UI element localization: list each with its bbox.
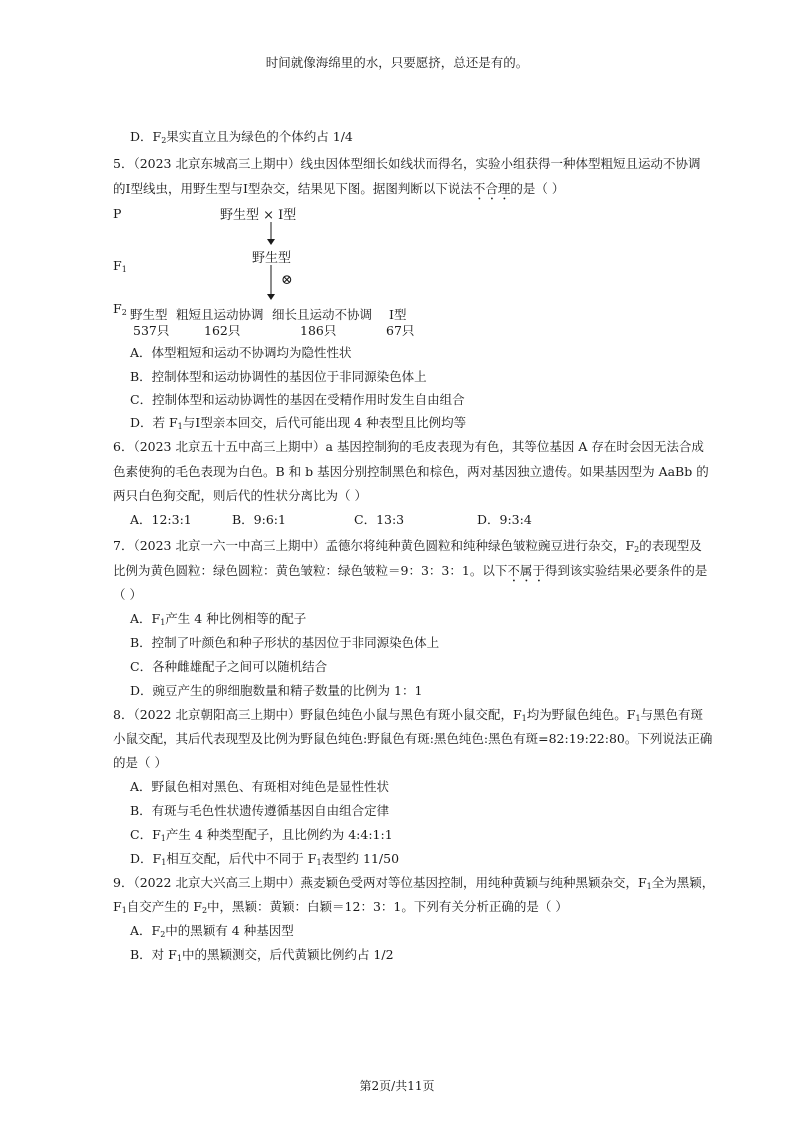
- q7-option-b: B．控制了叶颜色和种子形状的基因位于非同源染色体上: [130, 635, 440, 650]
- arrow-f1-to-f2: [264, 265, 278, 301]
- q6-option-a: A．12:3:1: [130, 512, 192, 527]
- q6-option-d: D．9:3:4: [477, 512, 532, 527]
- diagram-f1-label: $F_1$: [113, 258, 127, 274]
- q8-stem-line1: 8．（2022 北京朝阳高三上期中）野鼠色纯色小鼠与黑色有斑小鼠交配，$F_1$均为野鼠色纯色。$F_1$与黑色有斑: [113, 707, 704, 723]
- q5-option-a: A．体型粗短和运动不协调均为隐性性状: [130, 345, 352, 360]
- q5-stem-line2: 的Ⅰ型线虫，用野生型与Ⅰ型杂交，结果见下图。据图判断以下说法不合理的是（ ）: [113, 181, 565, 196]
- q5-stem-line1: 5．（2023 北京东城高三上期中）线虫因体型细长如线状而得名，实验小组获得一种体型粗短且运动不协调: [113, 156, 701, 171]
- q7-option-a: A．$F_1$产生 4 种比例相等的配子: [130, 611, 307, 627]
- q5-option-d: D．若 $F_1$与Ⅰ型亲本回交，后代可能出现 4 种表型且比例均等: [130, 415, 467, 431]
- page-header: 时间就像海绵里的水，只要愿挤，总还是有的。: [265, 55, 529, 70]
- q7-stem-line1: 7．（2023 北京一六一中高三上期中）孟德尔将纯种黄色圆粒和纯种绿色皱粒豌豆进行杂交，$F_2$的表现型及: [113, 538, 702, 554]
- f2-phenotype-3: 细长且运动不协调: [272, 307, 373, 322]
- q7-stem-line2: 比例为黄色圆粒：绿色圆粒：黄色皱粒：绿色皱粒＝9：3：3：1。以下不属于得到该实验结果必要条件的是: [113, 563, 708, 578]
- arrow-p-to-f1: [264, 222, 278, 246]
- f2-count-1: 537只: [133, 323, 170, 338]
- q5-option-c: C．控制体型和运动协调性的基因在受精作用时发生自由组合: [130, 392, 465, 407]
- q8-option-b: B．有斑与毛色性状遗传遵循基因自由组合定律: [130, 803, 390, 818]
- q9-option-a: A．$F_2$中的黑颖有 4 种基因型: [130, 923, 294, 939]
- q9-option-b: B．对 $F_1$中的黑颖测交，后代黄颖比例约占 1/2: [130, 947, 394, 963]
- diagram-p-label: P: [113, 206, 122, 221]
- prev-option-d: D．$F_2$果实直立且为绿色的个体约占 1/4: [130, 129, 353, 145]
- q6-option-c: C．13:3: [354, 512, 405, 527]
- q5-option-b: B．控制体型和运动协调性的基因位于非同源染色体上: [130, 369, 427, 384]
- q8-option-d: D．$F_1$相互交配，后代中不同于 $F_1$表型约 11/50: [130, 851, 400, 867]
- f2-count-4: 67只: [386, 323, 415, 338]
- q6-option-b: B．9:6:1: [232, 512, 286, 527]
- q8-stem-line2: 小鼠交配，其后代表现型及比例为野鼠色纯色:野鼠色有斑:黑色纯色:黑色有斑=82:19:22:80。下列说法正确: [113, 731, 713, 746]
- q9-stem-line1: 9．（2022 北京大兴高三上期中）燕麦颖色受两对等位基因控制，用纯种黄颖与纯种黑颖杂交，$F_1$全为黑颖，: [113, 875, 715, 891]
- diagram-parent-cross: 野生型 × Ⅰ型: [220, 208, 297, 223]
- q8-stem-line3: 的是（ ）: [113, 755, 167, 770]
- q6-stem-line1: 6．（2023 北京五十五中高三上期中）a 基因控制狗的毛皮表现为有色，其等位基因 A 存在时会因无法合成: [113, 439, 704, 454]
- diagram-f2-label: $F_2$: [113, 301, 127, 317]
- q6-stem-line2: 色素使狗的毛色表现为白色。B 和 b 基因分别控制黑色和棕色，两对基因独立遗传。如果基因型为 AaBb 的: [113, 464, 709, 479]
- f2-phenotype-1: 野生型: [130, 307, 168, 322]
- q7-option-c: C．各种雌雄配子之间可以随机结合: [130, 659, 328, 674]
- q8-option-c: C．$F_1$产生 4 种类型配子，且比例约为 4:4:1:1: [130, 827, 393, 843]
- f2-phenotype-4: Ⅰ型: [389, 307, 407, 322]
- f2-count-3: 186只: [300, 323, 337, 338]
- q9-stem-line2: $F_1$自交产生的 $F_2$中，黑颖：黄颖：白颖＝12：3：1。下列有关分析正确的是（ ）: [113, 899, 568, 915]
- f2-count-2: 162只: [204, 323, 241, 338]
- f2-phenotype-2: 粗短且运动协调: [176, 307, 264, 322]
- q7-stem-line3: （ ）: [113, 587, 142, 602]
- q7-option-d: D．豌豆产生的卵细胞数量和精子数量的比例为 1：1: [130, 683, 423, 698]
- diagram-f1-phenotype: 野生型: [252, 251, 292, 266]
- q6-stem-line3: 两只白色狗交配，则后代的性状分离比为（ ）: [113, 488, 367, 503]
- q8-option-a: A．野鼠色相对黑色、有斑相对纯色是显性性状: [130, 779, 390, 794]
- selfing-symbol: ⊗: [281, 272, 293, 288]
- page-footer: 第2页/共11页: [359, 1079, 435, 1093]
